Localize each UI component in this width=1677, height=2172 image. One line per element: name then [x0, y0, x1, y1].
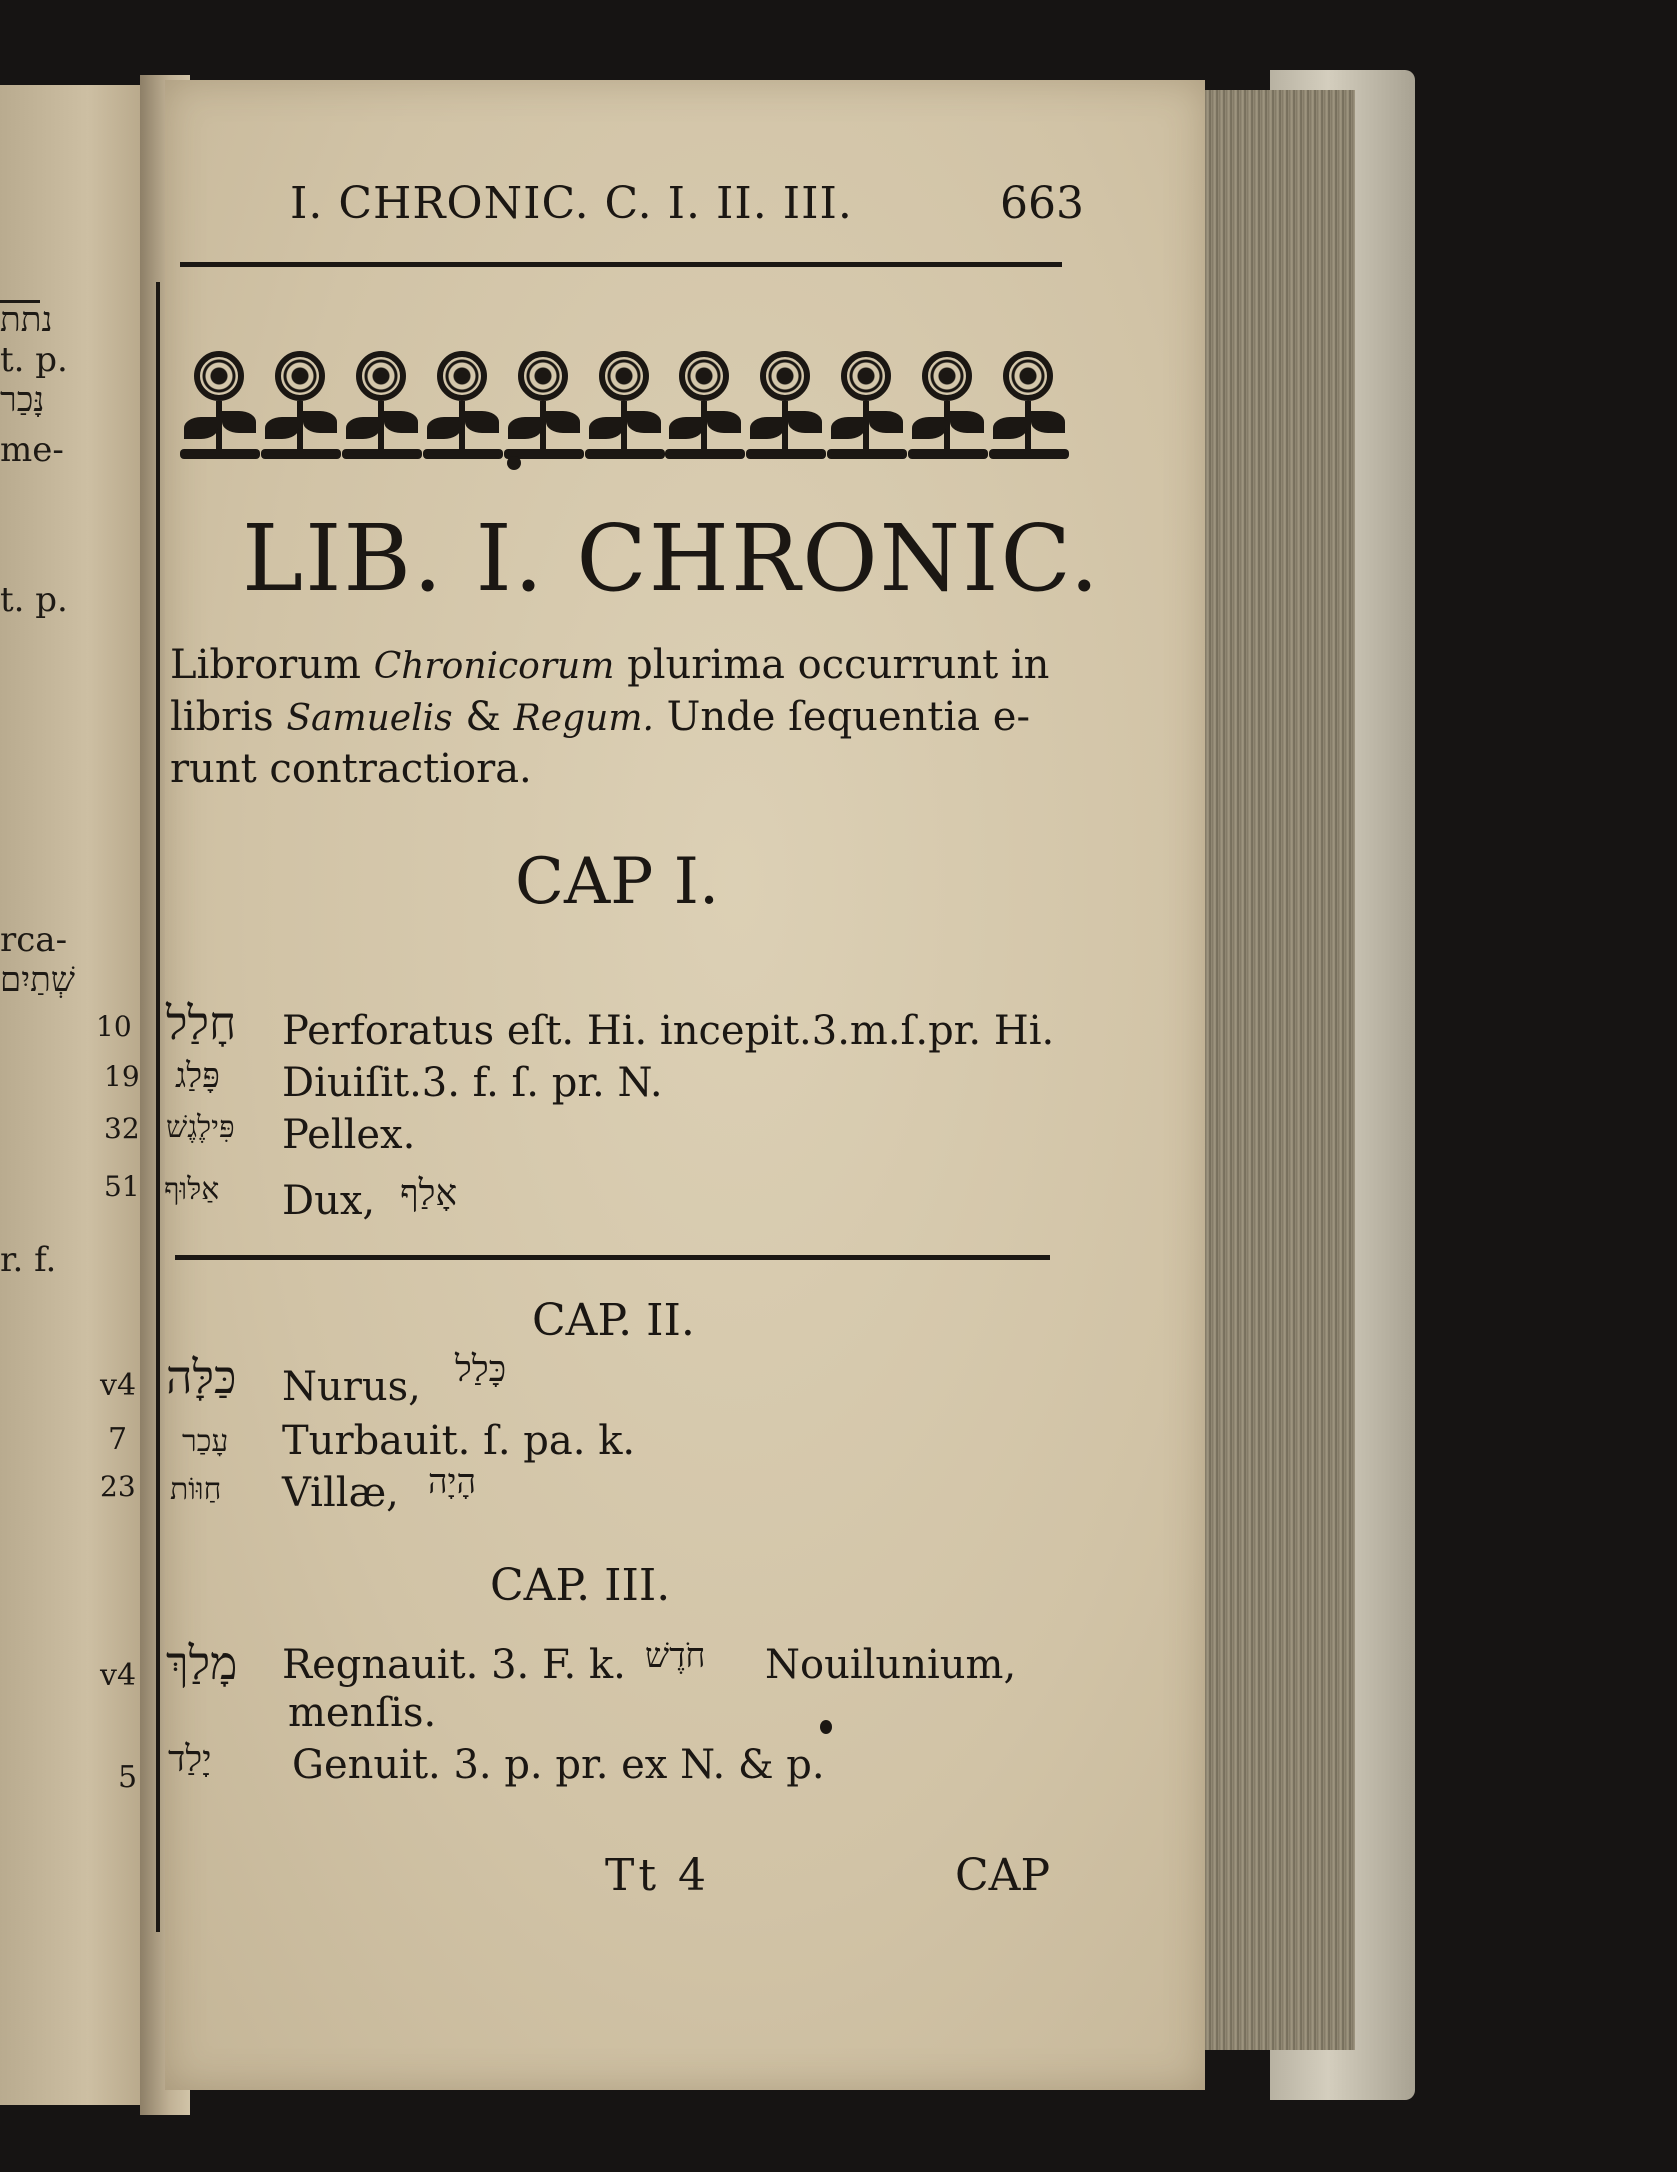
flower-leafr [303, 411, 337, 433]
ink-speck [820, 1720, 832, 1734]
hebrew-headword: עָכַר [182, 1424, 229, 1459]
flower-ornament-icon [989, 345, 1069, 463]
flower-leafl [993, 417, 1027, 439]
flower-ornament-icon [180, 345, 260, 463]
hebrew-headword: יָלַד [168, 1739, 212, 1780]
flower-leafl [427, 417, 461, 439]
hebrew-headword: מָלַךְ [166, 1636, 238, 1690]
margin-rule [156, 282, 160, 1932]
flower-base [180, 449, 260, 459]
floral-border-ornament [180, 345, 1070, 463]
flower-ornament-icon [908, 345, 988, 463]
hebrew-headword: חָלַל [166, 996, 237, 1050]
header-rule [180, 262, 1062, 267]
running-title: I. CHRONIC. C. I. II. III. [290, 178, 853, 229]
intro-word: Unde ſequentia e- [666, 694, 1030, 740]
flower-leafr [1031, 411, 1065, 433]
verse-number: v4 [100, 1658, 137, 1693]
flower-leafr [788, 411, 822, 433]
flower-bloom [922, 351, 972, 401]
flower-base [665, 449, 745, 459]
page-edges [1205, 90, 1355, 2050]
verse-number: 51 [104, 1170, 140, 1203]
intro-italic: Regum. [513, 698, 654, 739]
entry-gloss: Turbauit. ſ. pa. k. [282, 1418, 636, 1464]
chapter-heading: CAP. III. [490, 1560, 671, 1611]
flower-leafr [546, 411, 580, 433]
flower-ornament-icon [665, 345, 745, 463]
flower-base [261, 449, 341, 459]
intro-italic: Chronicorum [373, 646, 615, 687]
flower-bloom [1003, 351, 1053, 401]
flower-bloom [599, 351, 649, 401]
verse-number: 19 [104, 1060, 140, 1093]
page-number: 663 [1000, 178, 1084, 229]
entry-gloss: Dux, [282, 1178, 376, 1224]
flower-bloom [518, 351, 568, 401]
entry-gloss: Regnauit. 3. F. k. [282, 1642, 626, 1688]
section-rule [175, 1255, 1050, 1260]
chapter-heading: CAP. II. [532, 1295, 695, 1346]
verse-number: 10 [96, 1010, 132, 1043]
flower-leafl [750, 417, 784, 439]
hebrew-root: הָיָה [428, 1462, 477, 1502]
hebrew-headword: אַלּוּף [164, 1172, 220, 1207]
intro-word: plurima occurrunt in [627, 642, 1050, 688]
flower-ornament-icon [342, 345, 422, 463]
intro-line-2 [170, 694, 1030, 740]
flower-leafr [707, 411, 741, 433]
hebrew-headword: כַּלָּה [166, 1350, 237, 1404]
flower-ornament-icon [827, 345, 907, 463]
intro-word: & [465, 694, 501, 740]
flower-bloom [356, 351, 406, 401]
catchword: CAP [955, 1850, 1051, 1901]
entry-continuation: menſis. [288, 1690, 437, 1736]
flower-bloom [841, 351, 891, 401]
flower-leafl [589, 417, 623, 439]
flower-bloom [760, 351, 810, 401]
flower-bloom [275, 351, 325, 401]
flower-bloom [679, 351, 729, 401]
hebrew-extra: חֹדֶשׁ [645, 1636, 706, 1676]
flower-leafl [346, 417, 380, 439]
hebrew-headword: פָּלַג [175, 1056, 220, 1096]
flower-leafl [508, 417, 542, 439]
flower-bloom [194, 351, 244, 401]
ink-speck [507, 456, 521, 470]
entry-gloss: Perforatus eſt. Hi. incepit.3.m.ſ.pr. Hi. [282, 1008, 1055, 1054]
flower-leafr [627, 411, 661, 433]
flower-leafr [465, 411, 499, 433]
flower-base [908, 449, 988, 459]
entry-gloss: Pellex. [282, 1112, 416, 1158]
intro-line-3: runt contractiora. [170, 746, 532, 792]
flower-ornament-icon [585, 345, 665, 463]
entry-gloss: Genuit. 3. p. pr. ex N. & p. [292, 1742, 825, 1788]
chapter-heading: CAP I. [515, 845, 720, 919]
left-page-fragment [0, 85, 160, 2105]
flower-base [423, 449, 503, 459]
flower-leafl [669, 417, 703, 439]
book-title: LIB. I. CHRONIC. [242, 505, 1101, 612]
intro-italic: Samuelis [286, 698, 453, 739]
left-fragment: t. p. [0, 340, 68, 380]
flower-base [746, 449, 826, 459]
left-fragment: נתת [0, 300, 53, 340]
flower-leafr [869, 411, 903, 433]
verse-number: 7 [108, 1422, 128, 1457]
flower-ornament-icon [423, 345, 503, 463]
flower-leafr [384, 411, 418, 433]
flower-leafl [184, 417, 218, 439]
entry-extra-gloss: Nouilunium, [765, 1642, 1017, 1688]
left-fragment: שְׁתַיִם [0, 960, 75, 1000]
flower-leafr [950, 411, 984, 433]
hebrew-root: אָלַף [400, 1173, 458, 1214]
flower-leafl [912, 417, 946, 439]
entry-gloss: Villæ, [282, 1470, 399, 1516]
flower-ornament-icon [261, 345, 341, 463]
intro-word: Librorum [170, 642, 361, 688]
signature-mark: Tt 4 [605, 1850, 711, 1901]
entry-gloss: Nurus, [282, 1364, 421, 1410]
flower-leafl [831, 417, 865, 439]
verse-number: v4 [100, 1368, 137, 1403]
flower-leafr [222, 411, 256, 433]
left-fragment: נָּכַר [0, 380, 45, 420]
flower-base [989, 449, 1069, 459]
verse-number: 32 [104, 1112, 140, 1145]
intro-line-1 [170, 642, 1049, 688]
intro-word: libris [170, 694, 274, 740]
flower-base [342, 449, 422, 459]
flower-leafl [265, 417, 299, 439]
entry-gloss: Diuiſit.3. f. ſ. pr. N. [282, 1060, 663, 1106]
hebrew-headword: פִּילֶגֶשׁ [166, 1110, 235, 1145]
flower-ornament-icon [746, 345, 826, 463]
verse-number: 23 [100, 1470, 136, 1503]
hebrew-root: כָּלַל [455, 1349, 507, 1390]
left-fragment: me- [0, 430, 64, 470]
left-fragment: r. f. [0, 1240, 57, 1280]
hebrew-headword: חַוּוֹת [170, 1472, 222, 1507]
flower-bloom [437, 351, 487, 401]
flower-ornament-icon [504, 345, 584, 463]
left-fragment: rca- [0, 920, 68, 960]
flower-base [585, 449, 665, 459]
flower-base [827, 449, 907, 459]
verse-number: 5 [118, 1760, 138, 1795]
left-fragment: t. p. [0, 580, 68, 620]
